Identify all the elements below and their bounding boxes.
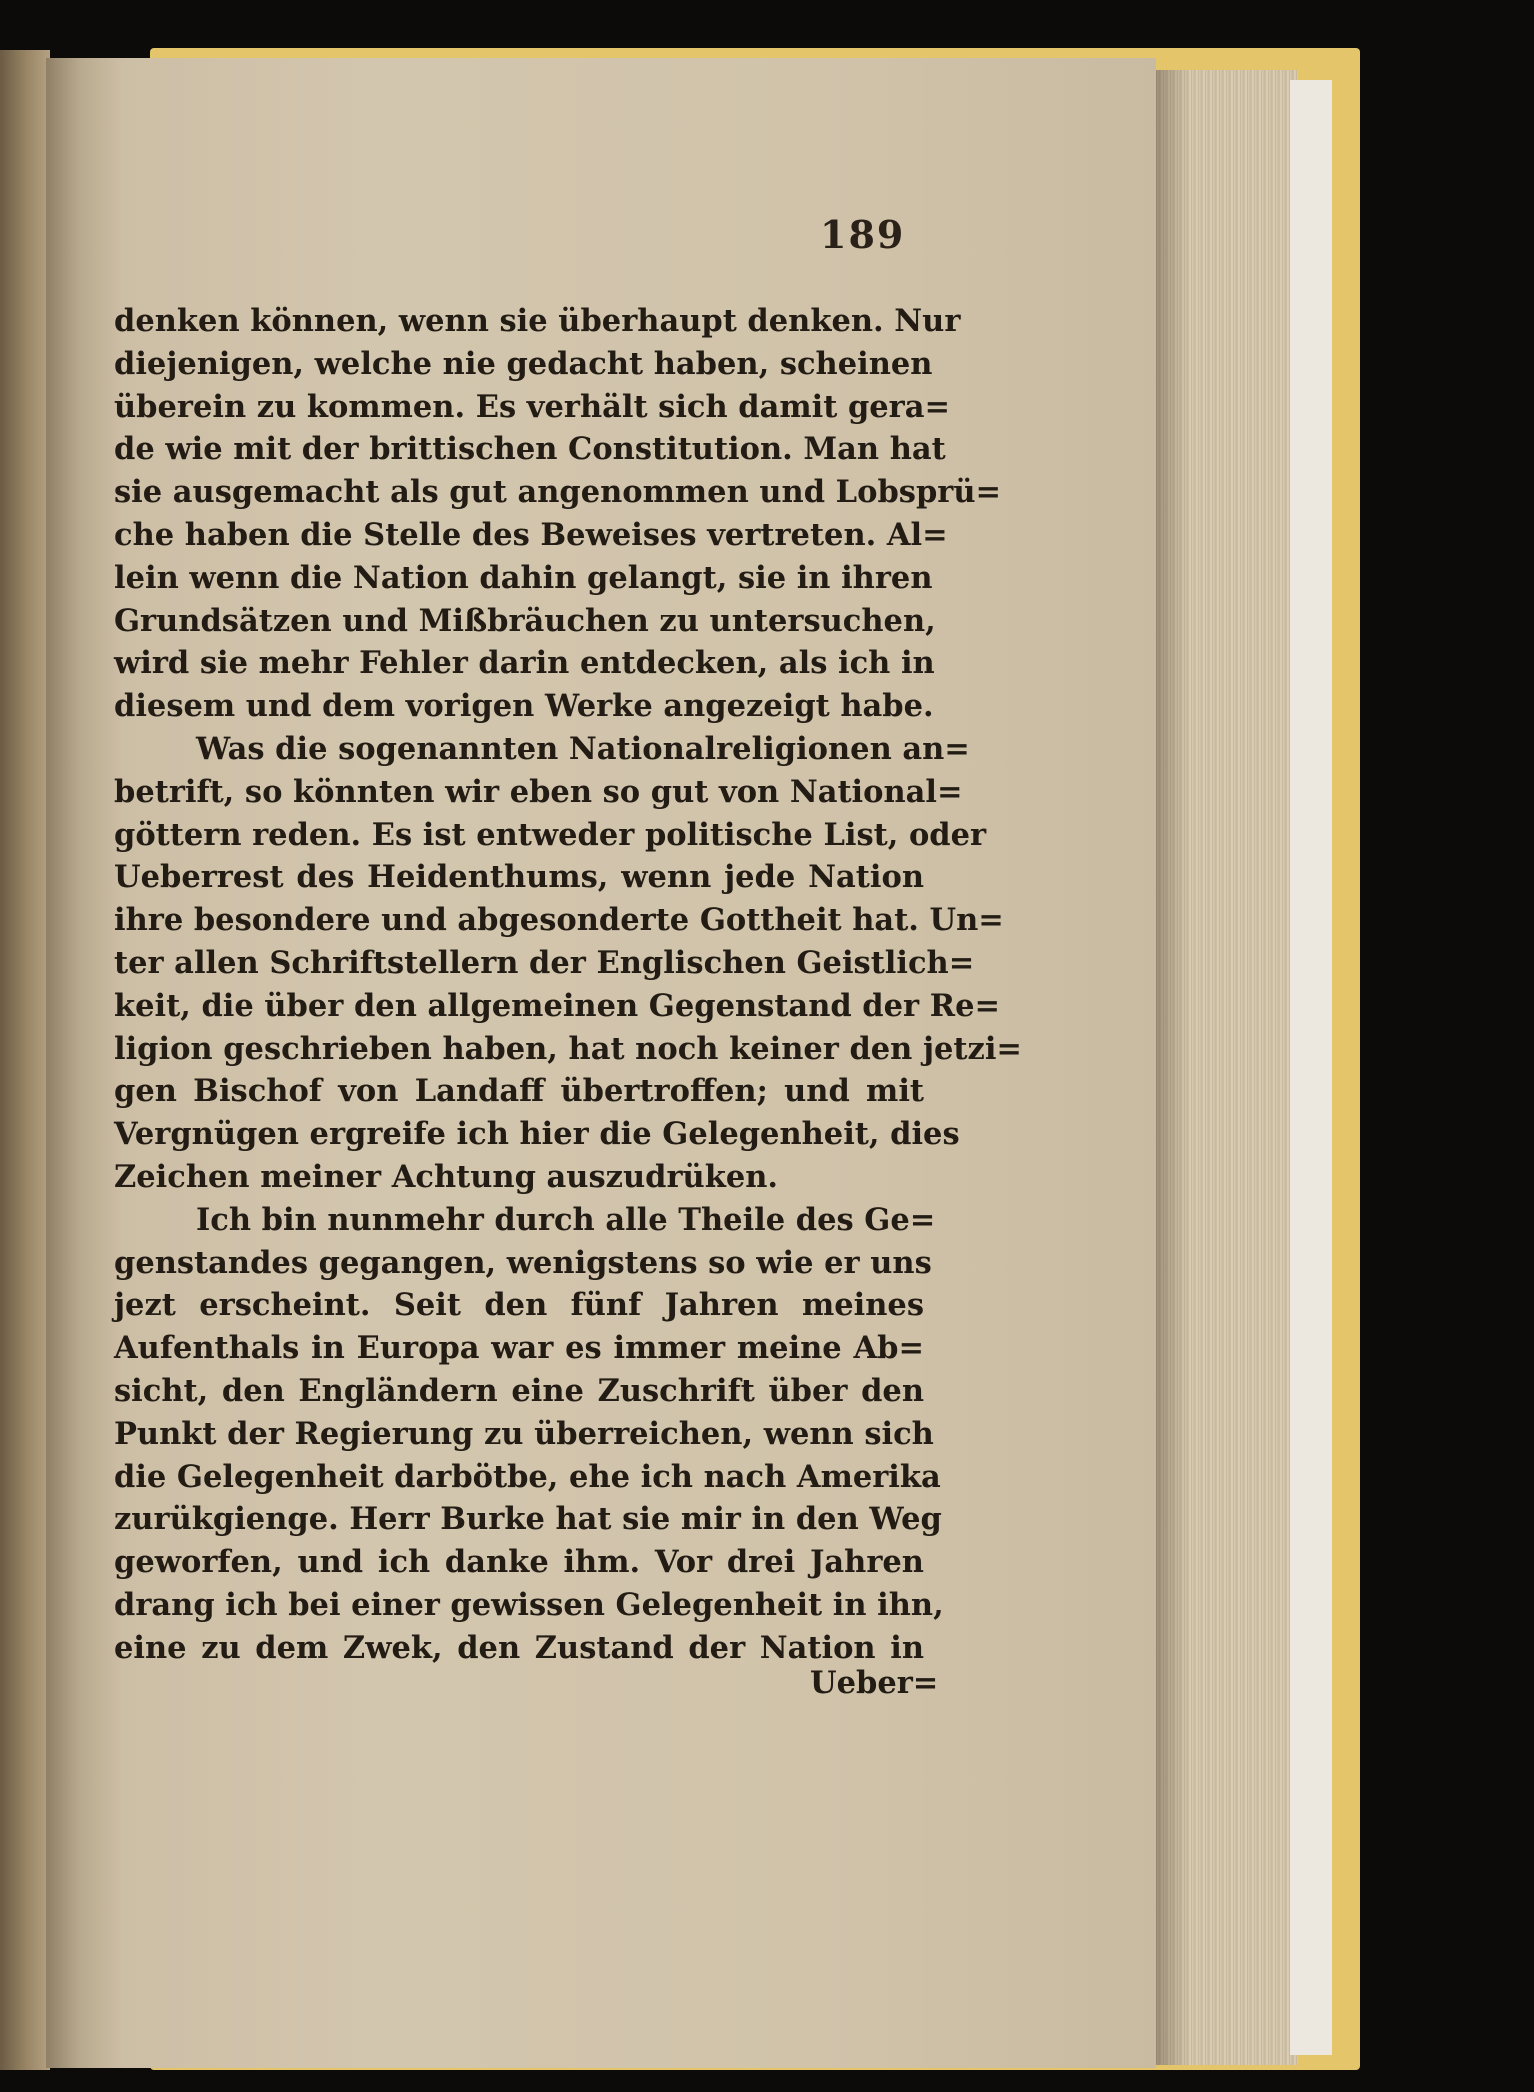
text-line: Vergnügen ergreife ich hier die Gelegenheit, dies (114, 1116, 960, 1153)
text-line: wird sie mehr Fehler darin entdecken, als ich in (114, 645, 935, 682)
text-line: diesem und dem vorigen Werke angezeigt habe. (114, 688, 934, 725)
page-body-text (114, 300, 1022, 1670)
text-line: betrift, so könnten wir eben so gut von National= (114, 773, 963, 810)
text-line: sicht, den Engländern eine Zuschrift über den (114, 1372, 924, 1409)
text-line: Ich bin nunmehr durch alle Theile des Ge= (196, 1201, 936, 1238)
text-line: lein wenn die Nation dahin gelangt, sie in ihren (114, 559, 933, 596)
text-line: che haben die Stelle des Beweises vertreten. Al= (114, 516, 948, 553)
text-line: göttern reden. Es ist entweder politische List, oder (114, 816, 987, 853)
text-line: keit, die über den allgemeinen Gegenstand der Re= (114, 987, 1001, 1024)
left-facing-page-edge (0, 50, 50, 2070)
text-line: überein zu kommen. Es verhält sich damit gera= (114, 388, 951, 425)
text-line: diejenigen, welche nie gedacht haben, scheinen (114, 345, 933, 382)
text-line: ter allen Schriftstellern der Englischen Geistlich= (114, 944, 975, 981)
text-line: geworfen, und ich danke ihm. Vor drei Jahren (114, 1544, 924, 1581)
text-line: Punkt der Regierung zu überreichen, wenn sich (114, 1415, 934, 1452)
text-line: ligion geschrieben haben, hat noch keiner den jetzi= (114, 1030, 1022, 1067)
text-line: Aufenthals in Europa war es immer meine Ab= (114, 1330, 924, 1367)
text-line: ihre besondere und abgesonderte Gottheit hat. Un= (114, 902, 1004, 939)
page-gutter-shadow (1150, 70, 1190, 2065)
text-line: drang ich bei einer gewissen Gelegenheit in ihn, (114, 1586, 944, 1623)
text-line: sie ausgemacht als gut angenommen und Lobsprü= (114, 474, 1002, 511)
text-line: Was die sogenannten Nationalreligionen an= (196, 730, 970, 767)
text-line: genstandes gegangen, wenigstens so wie er uns (114, 1244, 932, 1281)
text-line: Zeichen meiner Achtung auszudrüken. (114, 1158, 779, 1195)
text-line: denken können, wenn sie überhaupt denken. Nur (114, 303, 961, 339)
cover-inner-board (1290, 80, 1332, 2055)
text-line: die Gelegenheit darbötbe, ehe ich nach Amerika (114, 1458, 941, 1495)
text-line: zurükgienge. Herr Burke hat sie mir in den Weg (114, 1501, 942, 1538)
text-line: eine zu dem Zwek, den Zustand der Nation in (114, 1629, 924, 1666)
text-line: Ueberrest des Heidenthums, wenn jede Nation (114, 859, 924, 896)
text-line: jezt erscheint. Seit den fünf Jahren meines (114, 1287, 924, 1324)
catchword: Ueber= (810, 1665, 939, 1701)
text-line: Grundsätzen und Mißbräuchen zu untersuchen, (114, 602, 936, 639)
text-line: de wie mit der brittischen Constitution. Man hat (114, 431, 946, 468)
page-number: 189 (820, 212, 906, 257)
text-line: gen Bischof von Landaff übertroffen; und mit (114, 1073, 924, 1110)
